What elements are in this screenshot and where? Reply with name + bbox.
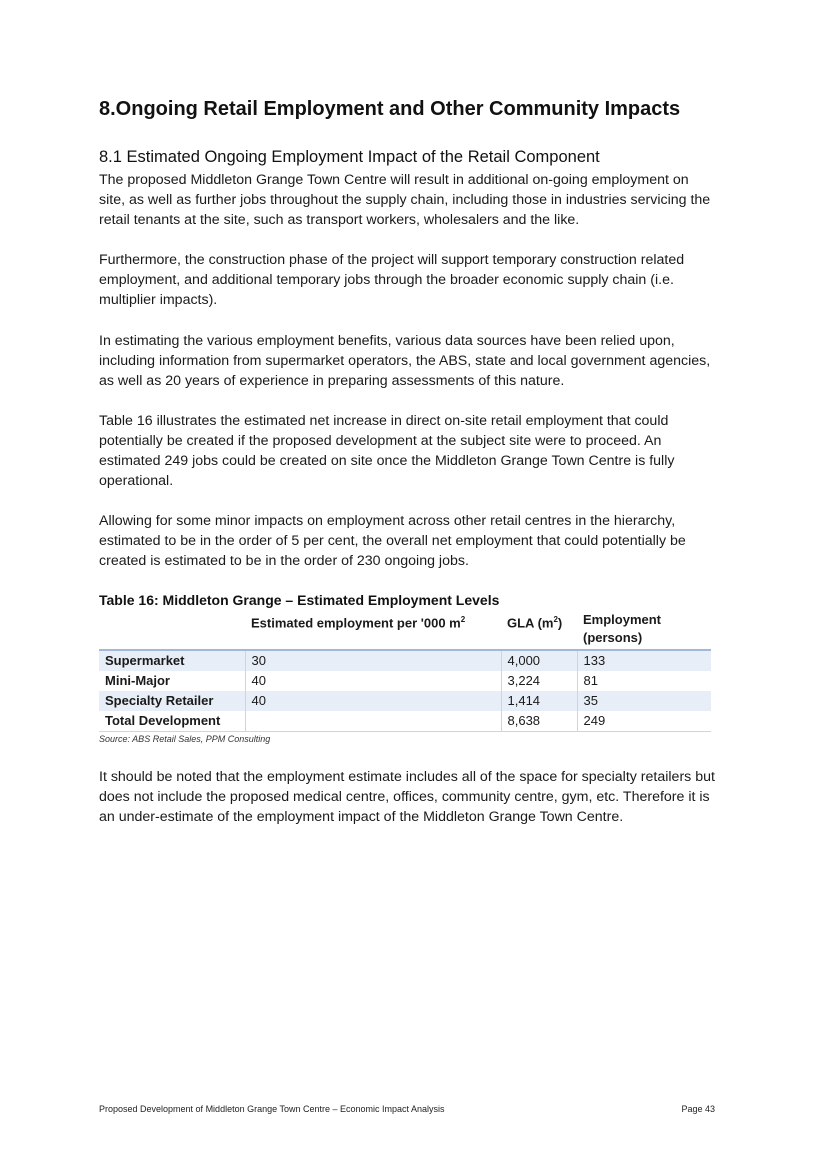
row-label: Mini-Major xyxy=(105,673,170,688)
row-employment: 81 xyxy=(577,671,711,691)
header-rate-sup: 2 xyxy=(460,615,466,624)
row-gla: 1,414 xyxy=(501,691,577,711)
table-row xyxy=(99,691,711,711)
paragraph: The proposed Middleton Grange Town Centre will result in additional on-going employment on site, as well as further jobs throughout the supply chain, including those in industries servicing the retail tenants at the site, such as transport workers, wholesalers and the like. xyxy=(99,172,711,228)
paragraph: Allowing for some minor impacts on employment across other retail centres in the hierarchy, estimated to be in the order of 5 per cent, the overall net employment that could potentially be created is estimated to be in the order of 230 ongoing jobs. xyxy=(99,513,686,569)
footer-page-number: Page 43 xyxy=(681,1104,715,1114)
footer-document-title: Proposed Development of Middleton Grange Town Centre – Economic Impact Analysis xyxy=(99,1104,445,1114)
table-row xyxy=(99,671,711,691)
header-gla-end: ) xyxy=(557,615,563,631)
table-header-rate xyxy=(245,609,501,650)
table-row xyxy=(99,650,711,671)
row-rate xyxy=(245,711,501,732)
table-header-row xyxy=(99,609,711,650)
table-header-gla xyxy=(501,609,577,650)
row-rate: 40 xyxy=(245,671,501,691)
row-employment: 133 xyxy=(577,650,711,671)
row-label: Specialty Retailer xyxy=(99,691,245,711)
header-rate-label: Estimated employment per '000 m xyxy=(251,615,461,631)
table-source: Source: ABS Retail Sales, PPM Consulting xyxy=(99,734,271,744)
employment-table xyxy=(99,609,711,732)
paragraph: Table 16 illustrates the estimated net increase in direct on-site retail employment that could potentially be created if the proposed development at the subject site were to proceed. An estimated 249 jobs could be created on site once the Middleton Grange Town Centre is fully operational. xyxy=(99,413,675,489)
table-caption: Table 16: Middleton Grange – Estimated Employment Levels xyxy=(99,592,500,608)
row-employment: 249 xyxy=(577,711,711,732)
paragraph: It should be noted that the employment estimate includes all of the space for specialty retailers but does not include the proposed medical centre, offices, community centre, gym, etc. Therefore it is an under-estimate of the employment impact of the Middleton Grange Town Centre. xyxy=(99,769,715,825)
header-gla-sup: 2 xyxy=(553,615,558,624)
paragraph: Furthermore, the construction phase of the project will support temporary construction related employment, and additional temporary jobs through the broader economic supply chain (i.e. multiplier impacts). xyxy=(99,252,685,308)
table-header-blank xyxy=(99,609,245,650)
row-gla: 4,000 xyxy=(501,650,577,671)
row-gla: 3,224 xyxy=(501,671,577,691)
section-heading: 8.Ongoing Retail Employment and Other Community Impacts xyxy=(99,98,681,120)
subsection-heading: 8.1 Estimated Ongoing Employment Impact of the Retail Component xyxy=(99,148,600,166)
row-rate: 40 xyxy=(245,691,501,711)
paragraph: In estimating the various employment benefits, various data sources have been relied upon, including information from supermarket operators, the ABS, state and local government agencies, as well as 20 years of experience in preparing assessments of this nature. xyxy=(99,333,711,389)
row-employment: 35 xyxy=(577,691,711,711)
header-gla-label: GLA (m xyxy=(507,615,554,631)
row-gla: 8,638 xyxy=(501,711,577,732)
row-label: Supermarket xyxy=(99,650,245,671)
table-header-employment: Employment (persons) xyxy=(583,612,662,645)
table-row-total xyxy=(99,711,711,732)
row-label: Total Development xyxy=(99,711,245,732)
row-rate: 30 xyxy=(245,650,501,671)
